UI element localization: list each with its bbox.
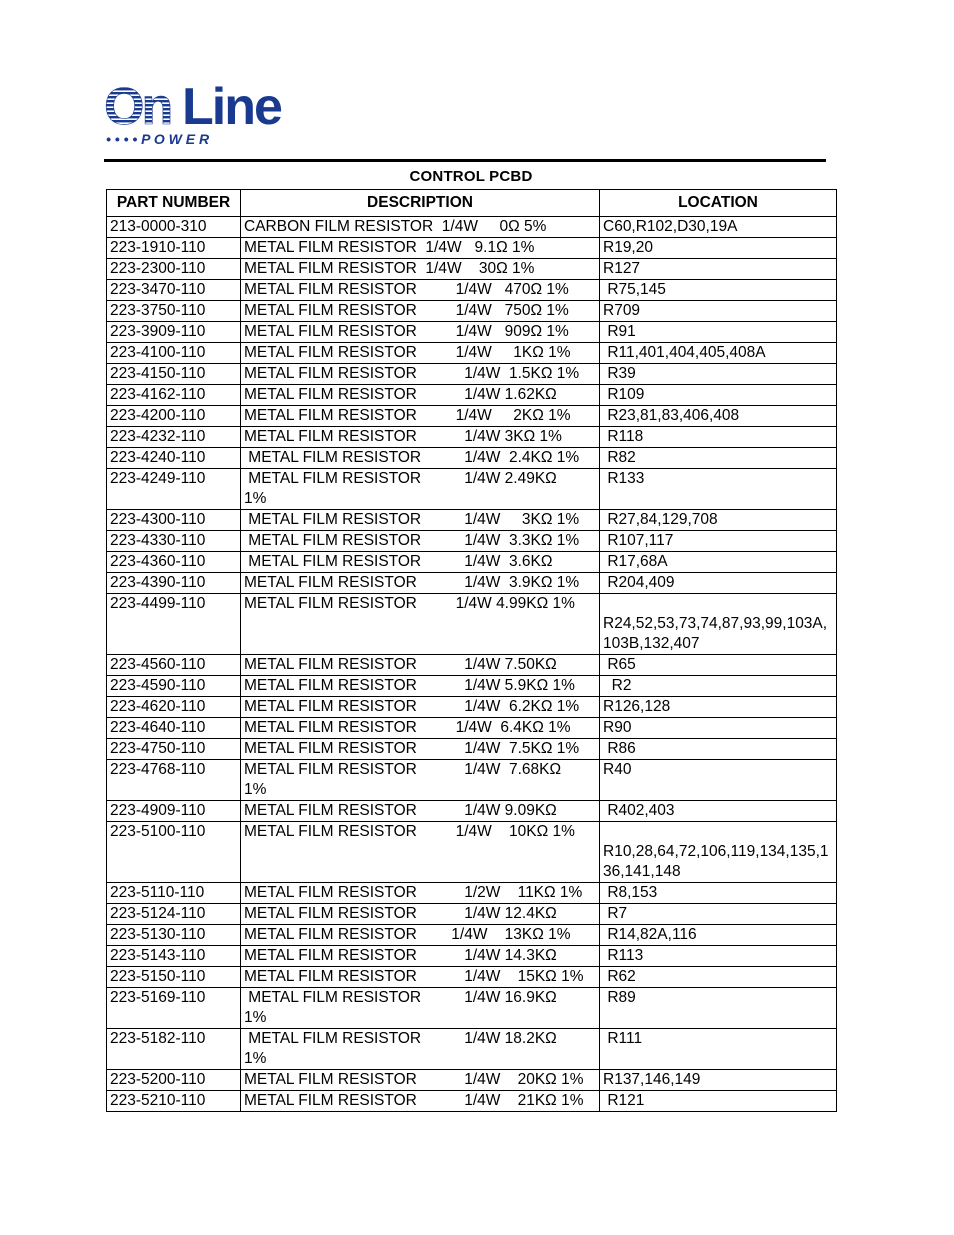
column-header-description: DESCRIPTION <box>241 190 600 217</box>
description-cell: METAL FILM RESISTOR 1/4W 21KΩ 1% <box>241 1091 600 1112</box>
part-number-cell: 223-5100-110 <box>107 822 241 883</box>
description-cell: METAL FILM RESISTOR 1/4W 1.62KΩ <box>241 385 600 406</box>
table-header-row <box>107 190 837 217</box>
description-cell: METAL FILM RESISTOR 1/4W 9.09KΩ <box>241 801 600 822</box>
description-cell: METAL FILM RESISTOR 1/4W 2.49KΩ 1% <box>241 469 600 510</box>
table-row <box>107 448 837 469</box>
table-row <box>107 552 837 573</box>
part-number-cell: 223-4162-110 <box>107 385 241 406</box>
table-row <box>107 594 837 655</box>
description-cell: METAL FILM RESISTOR 1/4W 7.68KΩ 1% <box>241 760 600 801</box>
table-row <box>107 510 837 531</box>
description-cell: METAL FILM RESISTOR 1/4W 5.9KΩ 1% <box>241 676 600 697</box>
description-cell: METAL FILM RESISTOR 1/4W 14.3KΩ <box>241 946 600 967</box>
part-number-cell: 223-4249-110 <box>107 469 241 510</box>
table-row <box>107 469 837 510</box>
table-row <box>107 301 837 322</box>
part-number-cell: 223-4330-110 <box>107 531 241 552</box>
online-power-logo <box>104 80 304 150</box>
parts-table <box>106 189 837 1112</box>
table-row <box>107 988 837 1029</box>
location-cell: R111 <box>600 1029 837 1070</box>
description-cell: METAL FILM RESISTOR 1/4W 13KΩ 1% <box>241 925 600 946</box>
table-row <box>107 946 837 967</box>
location-cell: R62 <box>600 967 837 988</box>
part-number-cell: 223-4590-110 <box>107 676 241 697</box>
part-number-cell: 223-4240-110 <box>107 448 241 469</box>
description-cell: METAL FILM RESISTOR 1/4W 3KΩ 1% <box>241 510 600 531</box>
part-number-cell: 223-4100-110 <box>107 343 241 364</box>
description-cell: METAL FILM RESISTOR 1/4W 3.9KΩ 1% <box>241 573 600 594</box>
part-number-cell: 223-1910-110 <box>107 238 241 259</box>
description-cell: METAL FILM RESISTOR 1/4W 7.50KΩ <box>241 655 600 676</box>
logo-tagline: • • • • P O W E R <box>106 131 210 147</box>
location-cell: R65 <box>600 655 837 676</box>
description-cell: METAL FILM RESISTOR 1/4W 4.99KΩ 1% <box>241 594 600 655</box>
location-cell: R82 <box>600 448 837 469</box>
part-number-cell: 223-4640-110 <box>107 718 241 739</box>
table-row <box>107 967 837 988</box>
location-cell: R107,117 <box>600 531 837 552</box>
location-cell: C60,R102,D30,19A <box>600 217 837 238</box>
location-cell: R137,146,149 <box>600 1070 837 1091</box>
location-cell: R90 <box>600 718 837 739</box>
online-power-logo-mark <box>104 80 304 150</box>
table-row <box>107 883 837 904</box>
table-row <box>107 676 837 697</box>
location-cell: R89 <box>600 988 837 1029</box>
table-row <box>107 697 837 718</box>
table-row <box>107 801 837 822</box>
part-number-cell: 223-4360-110 <box>107 552 241 573</box>
location-cell: R19,20 <box>600 238 837 259</box>
part-number-cell: 223-2300-110 <box>107 259 241 280</box>
description-cell: METAL FILM RESISTOR 1/4W 2KΩ 1% <box>241 406 600 427</box>
location-cell: R113 <box>600 946 837 967</box>
location-cell: R86 <box>600 739 837 760</box>
header-rule <box>104 159 826 162</box>
description-cell: METAL FILM RESISTOR 1/4W 3KΩ 1% <box>241 427 600 448</box>
part-number-cell: 223-4200-110 <box>107 406 241 427</box>
description-cell: METAL FILM RESISTOR 1/4W 6.4KΩ 1% <box>241 718 600 739</box>
part-number-cell: 223-4560-110 <box>107 655 241 676</box>
document-title: CONTROL PCBD <box>409 168 533 185</box>
part-number-cell: 223-4620-110 <box>107 697 241 718</box>
description-cell: METAL FILM RESISTOR 1/4W 30Ω 1% <box>241 259 600 280</box>
part-number-cell: 223-5130-110 <box>107 925 241 946</box>
description-cell: METAL FILM RESISTOR 1/4W 470Ω 1% <box>241 280 600 301</box>
table-row <box>107 385 837 406</box>
part-number-cell: 223-4300-110 <box>107 510 241 531</box>
location-cell: R91 <box>600 322 837 343</box>
table-row <box>107 573 837 594</box>
location-cell: R10,28,64,72,106,119,134,135,136,141,148 <box>600 822 837 883</box>
location-cell: R127 <box>600 259 837 280</box>
description-cell: METAL FILM RESISTOR 1/4W 18.2KΩ 1% <box>241 1029 600 1070</box>
description-cell: METAL FILM RESISTOR 1/4W 3.6KΩ <box>241 552 600 573</box>
table-row <box>107 406 837 427</box>
table-row <box>107 760 837 801</box>
location-cell: R109 <box>600 385 837 406</box>
location-cell: R2 <box>600 676 837 697</box>
table-row <box>107 531 837 552</box>
location-cell: R126,128 <box>600 697 837 718</box>
part-number-cell: 223-5110-110 <box>107 883 241 904</box>
column-header-part-number: PART NUMBER <box>107 190 241 217</box>
table-row <box>107 1070 837 1091</box>
location-cell: R204,409 <box>600 573 837 594</box>
part-number-cell: 223-4909-110 <box>107 801 241 822</box>
table-row <box>107 280 837 301</box>
table-row <box>107 1091 837 1112</box>
part-number-cell: 223-4499-110 <box>107 594 241 655</box>
part-number-cell: 223-5143-110 <box>107 946 241 967</box>
table-row <box>107 343 837 364</box>
description-cell: METAL FILM RESISTOR 1/2W 11KΩ 1% <box>241 883 600 904</box>
logo-on-text: On <box>104 80 171 136</box>
description-cell: METAL FILM RESISTOR 1/4W 909Ω 1% <box>241 322 600 343</box>
part-number-cell: 223-4150-110 <box>107 364 241 385</box>
description-cell: METAL FILM RESISTOR 1/4W 15KΩ 1% <box>241 967 600 988</box>
table-row <box>107 238 837 259</box>
description-cell: METAL FILM RESISTOR 1/4W 2.4KΩ 1% <box>241 448 600 469</box>
location-cell: R402,403 <box>600 801 837 822</box>
part-number-cell: 223-5124-110 <box>107 904 241 925</box>
location-cell: R27,84,129,708 <box>600 510 837 531</box>
table-row <box>107 217 837 238</box>
location-cell: R709 <box>600 301 837 322</box>
table-row <box>107 739 837 760</box>
location-cell: R121 <box>600 1091 837 1112</box>
table-row <box>107 718 837 739</box>
part-number-cell: 213-0000-310 <box>107 217 241 238</box>
part-number-cell: 223-4768-110 <box>107 760 241 801</box>
location-cell: R40 <box>600 760 837 801</box>
description-cell: METAL FILM RESISTOR 1/4W 16.9KΩ 1% <box>241 988 600 1029</box>
location-cell: R17,68A <box>600 552 837 573</box>
part-number-cell: 223-3750-110 <box>107 301 241 322</box>
table-row <box>107 822 837 883</box>
description-cell: METAL FILM RESISTOR 1/4W 7.5KΩ 1% <box>241 739 600 760</box>
location-cell: R39 <box>600 364 837 385</box>
description-cell: METAL FILM RESISTOR 1/4W 6.2KΩ 1% <box>241 697 600 718</box>
table-row <box>107 322 837 343</box>
part-number-cell: 223-3470-110 <box>107 280 241 301</box>
part-number-cell: 223-5200-110 <box>107 1070 241 1091</box>
location-cell: R24,52,53,73,74,87,93,99,103A,103B,132,407 <box>600 594 837 655</box>
part-number-cell: 223-5210-110 <box>107 1091 241 1112</box>
table-row <box>107 904 837 925</box>
description-cell: METAL FILM RESISTOR 1/4W 1KΩ 1% <box>241 343 600 364</box>
description-cell: METAL FILM RESISTOR 1/4W 750Ω 1% <box>241 301 600 322</box>
location-cell: R133 <box>600 469 837 510</box>
location-cell: R75,145 <box>600 280 837 301</box>
description-cell: METAL FILM RESISTOR 1/4W 1.5KΩ 1% <box>241 364 600 385</box>
part-number-cell: 223-5150-110 <box>107 967 241 988</box>
location-cell: R23,81,83,406,408 <box>600 406 837 427</box>
description-cell: METAL FILM RESISTOR 1/4W 12.4KΩ <box>241 904 600 925</box>
description-cell: METAL FILM RESISTOR 1/4W 20KΩ 1% <box>241 1070 600 1091</box>
location-cell: R14,82A,116 <box>600 925 837 946</box>
location-cell: R118 <box>600 427 837 448</box>
part-number-cell: 223-3909-110 <box>107 322 241 343</box>
table-row <box>107 259 837 280</box>
part-number-cell: 223-5169-110 <box>107 988 241 1029</box>
description-cell: METAL FILM RESISTOR 1/4W 3.3KΩ 1% <box>241 531 600 552</box>
location-cell: R7 <box>600 904 837 925</box>
part-number-cell: 223-4232-110 <box>107 427 241 448</box>
table-row <box>107 655 837 676</box>
table-row <box>107 925 837 946</box>
location-cell: R11,401,404,405,408A <box>600 343 837 364</box>
table-row <box>107 427 837 448</box>
part-number-cell: 223-4390-110 <box>107 573 241 594</box>
part-number-cell: 223-5182-110 <box>107 1029 241 1070</box>
table-row <box>107 364 837 385</box>
part-number-cell: 223-4750-110 <box>107 739 241 760</box>
column-header-location: LOCATION <box>600 190 837 217</box>
table-row <box>107 1029 837 1070</box>
location-cell: R8,153 <box>600 883 837 904</box>
logo-line-text: Line <box>182 80 281 136</box>
description-cell: METAL FILM RESISTOR 1/4W 10KΩ 1% <box>241 822 600 883</box>
description-cell: METAL FILM RESISTOR 1/4W 9.1Ω 1% <box>241 238 600 259</box>
description-cell: CARBON FILM RESISTOR 1/4W 0Ω 5% <box>241 217 600 238</box>
